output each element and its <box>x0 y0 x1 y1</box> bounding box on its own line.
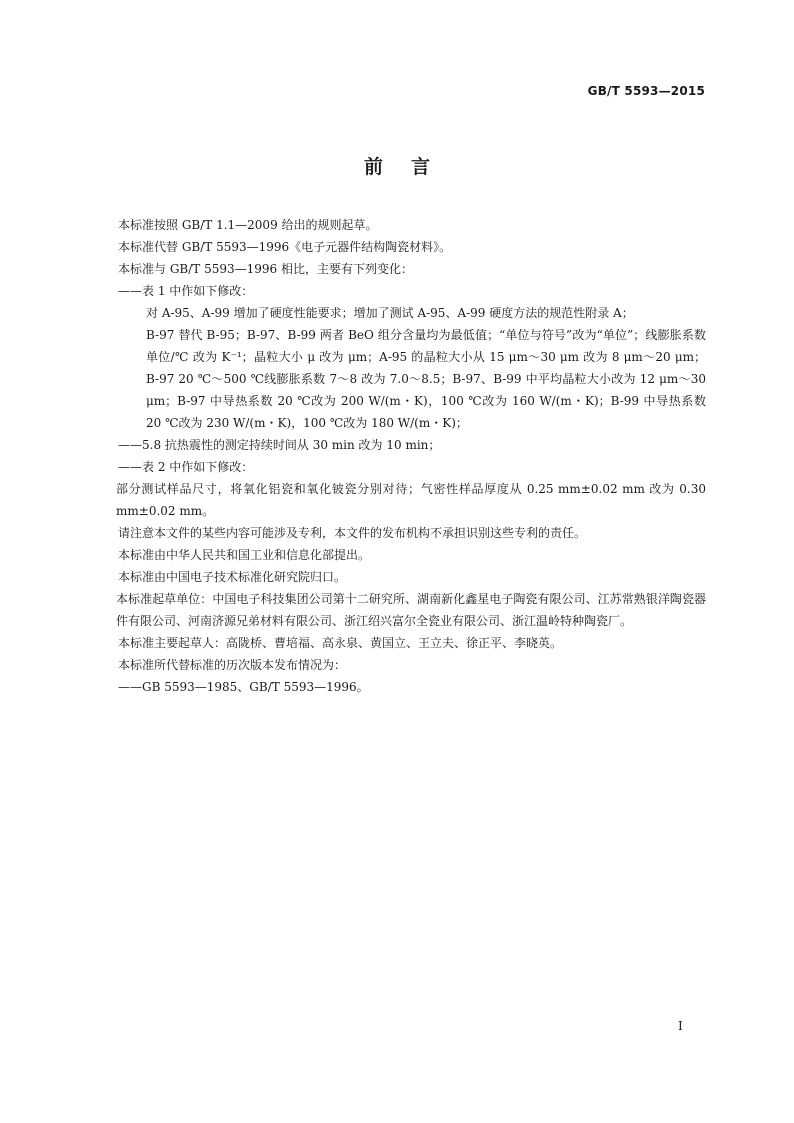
paragraph-replaces: 本标准代替 GB/T 5593—1996《电子元器件结构陶瓷材料》。 <box>118 240 452 254</box>
page-number: I <box>678 1019 683 1033</box>
paragraph-table2-details: 部分测试样品尺寸，将氧化铝瓷和氧化铍瓷分别对待；气密性样品厚度从 0.25 mm±0.02 mm 改为 0.30 mm±0.02 mm。 <box>116 482 706 518</box>
paragraph-changes-intro: 本标准与 GB/T 5593—1996 相比，主要有下列变化： <box>118 262 413 276</box>
paragraph-table1-hardness: 对 A-95、A-99 增加了硬度性能要求；增加了测试 A-95、A-99 硬度方法的规范性附录 A； <box>146 306 634 320</box>
paragraph-history-intro: 本标准所代替标准的历次版本发布情况为： <box>118 658 347 672</box>
list-item-history: ——GB 5593—1985、GB/T 5593—1996。 <box>118 680 369 694</box>
paragraph-drafting-rules: 本标准按照 GB/T 1.1—2009 给出的规则起草。 <box>118 218 378 232</box>
paragraph-table1-details: B-97 替代 B-95；B-97、B-99 两者 BeO 组分含量均为最低值；“单位与符号”改为“单位”；线膨胀系数单位/℃ 改为 K⁻¹；晶粒大小 μ 改为 μm；A-95 的晶粒大小从 15 μm～30 μm 改为 8 μm～20 μm；B-97 20 ℃～500 ℃线膨胀系数 7～8 改为 7.0～8.5；B-97、B-99 中平均晶粒大小改为 12 μm～30 μm；B-97 中导热系数 20 ℃改为 200 W/(m・K)，100 ℃改为 160 W/(m・K)；B-99 中导热系数 20 ℃改为 230 W/(m・K)，100 ℃改为 180 W/(m・K)； <box>146 328 706 430</box>
paragraph-drafting-units: 本标准起草单位：中国电子科技集团公司第十二研究所、湖南新化鑫星电子陶瓷有限公司、江苏常熟银洋陶瓷器件有限公司、河南济源兄弟材料有限公司、浙江绍兴富尔全瓷业有限公司、浙江温岭特种陶瓷厂。 <box>116 592 706 628</box>
standard-number: GB/T 5593—2015 <box>587 84 705 98</box>
page-title: 前言 <box>363 156 458 178</box>
paragraph-centralized-by: 本标准由中国电子技术标准化研究院归口。 <box>118 570 347 584</box>
document-body <box>118 214 706 698</box>
paragraph-drafters: 本标准主要起草人：高陇桥、曹培福、高永泉、黄国立、王立夫、徐正平、李晓英。 <box>118 636 563 650</box>
list-item-table2: ——表 2 中作如下修改： <box>118 460 254 474</box>
paragraph-proposed-by: 本标准由中华人民共和国工业和信息化部提出。 <box>118 548 371 562</box>
list-item-thermal-shock: ——5.8 抗热震性的测定持续时间从 30 min 改为 10 min； <box>118 438 441 452</box>
list-item-table1: ——表 1 中作如下修改： <box>118 284 254 298</box>
paragraph-patent-notice: 请注意本文件的某些内容可能涉及专利，本文件的发布机构不承担识别这些专利的责任。 <box>118 526 587 540</box>
